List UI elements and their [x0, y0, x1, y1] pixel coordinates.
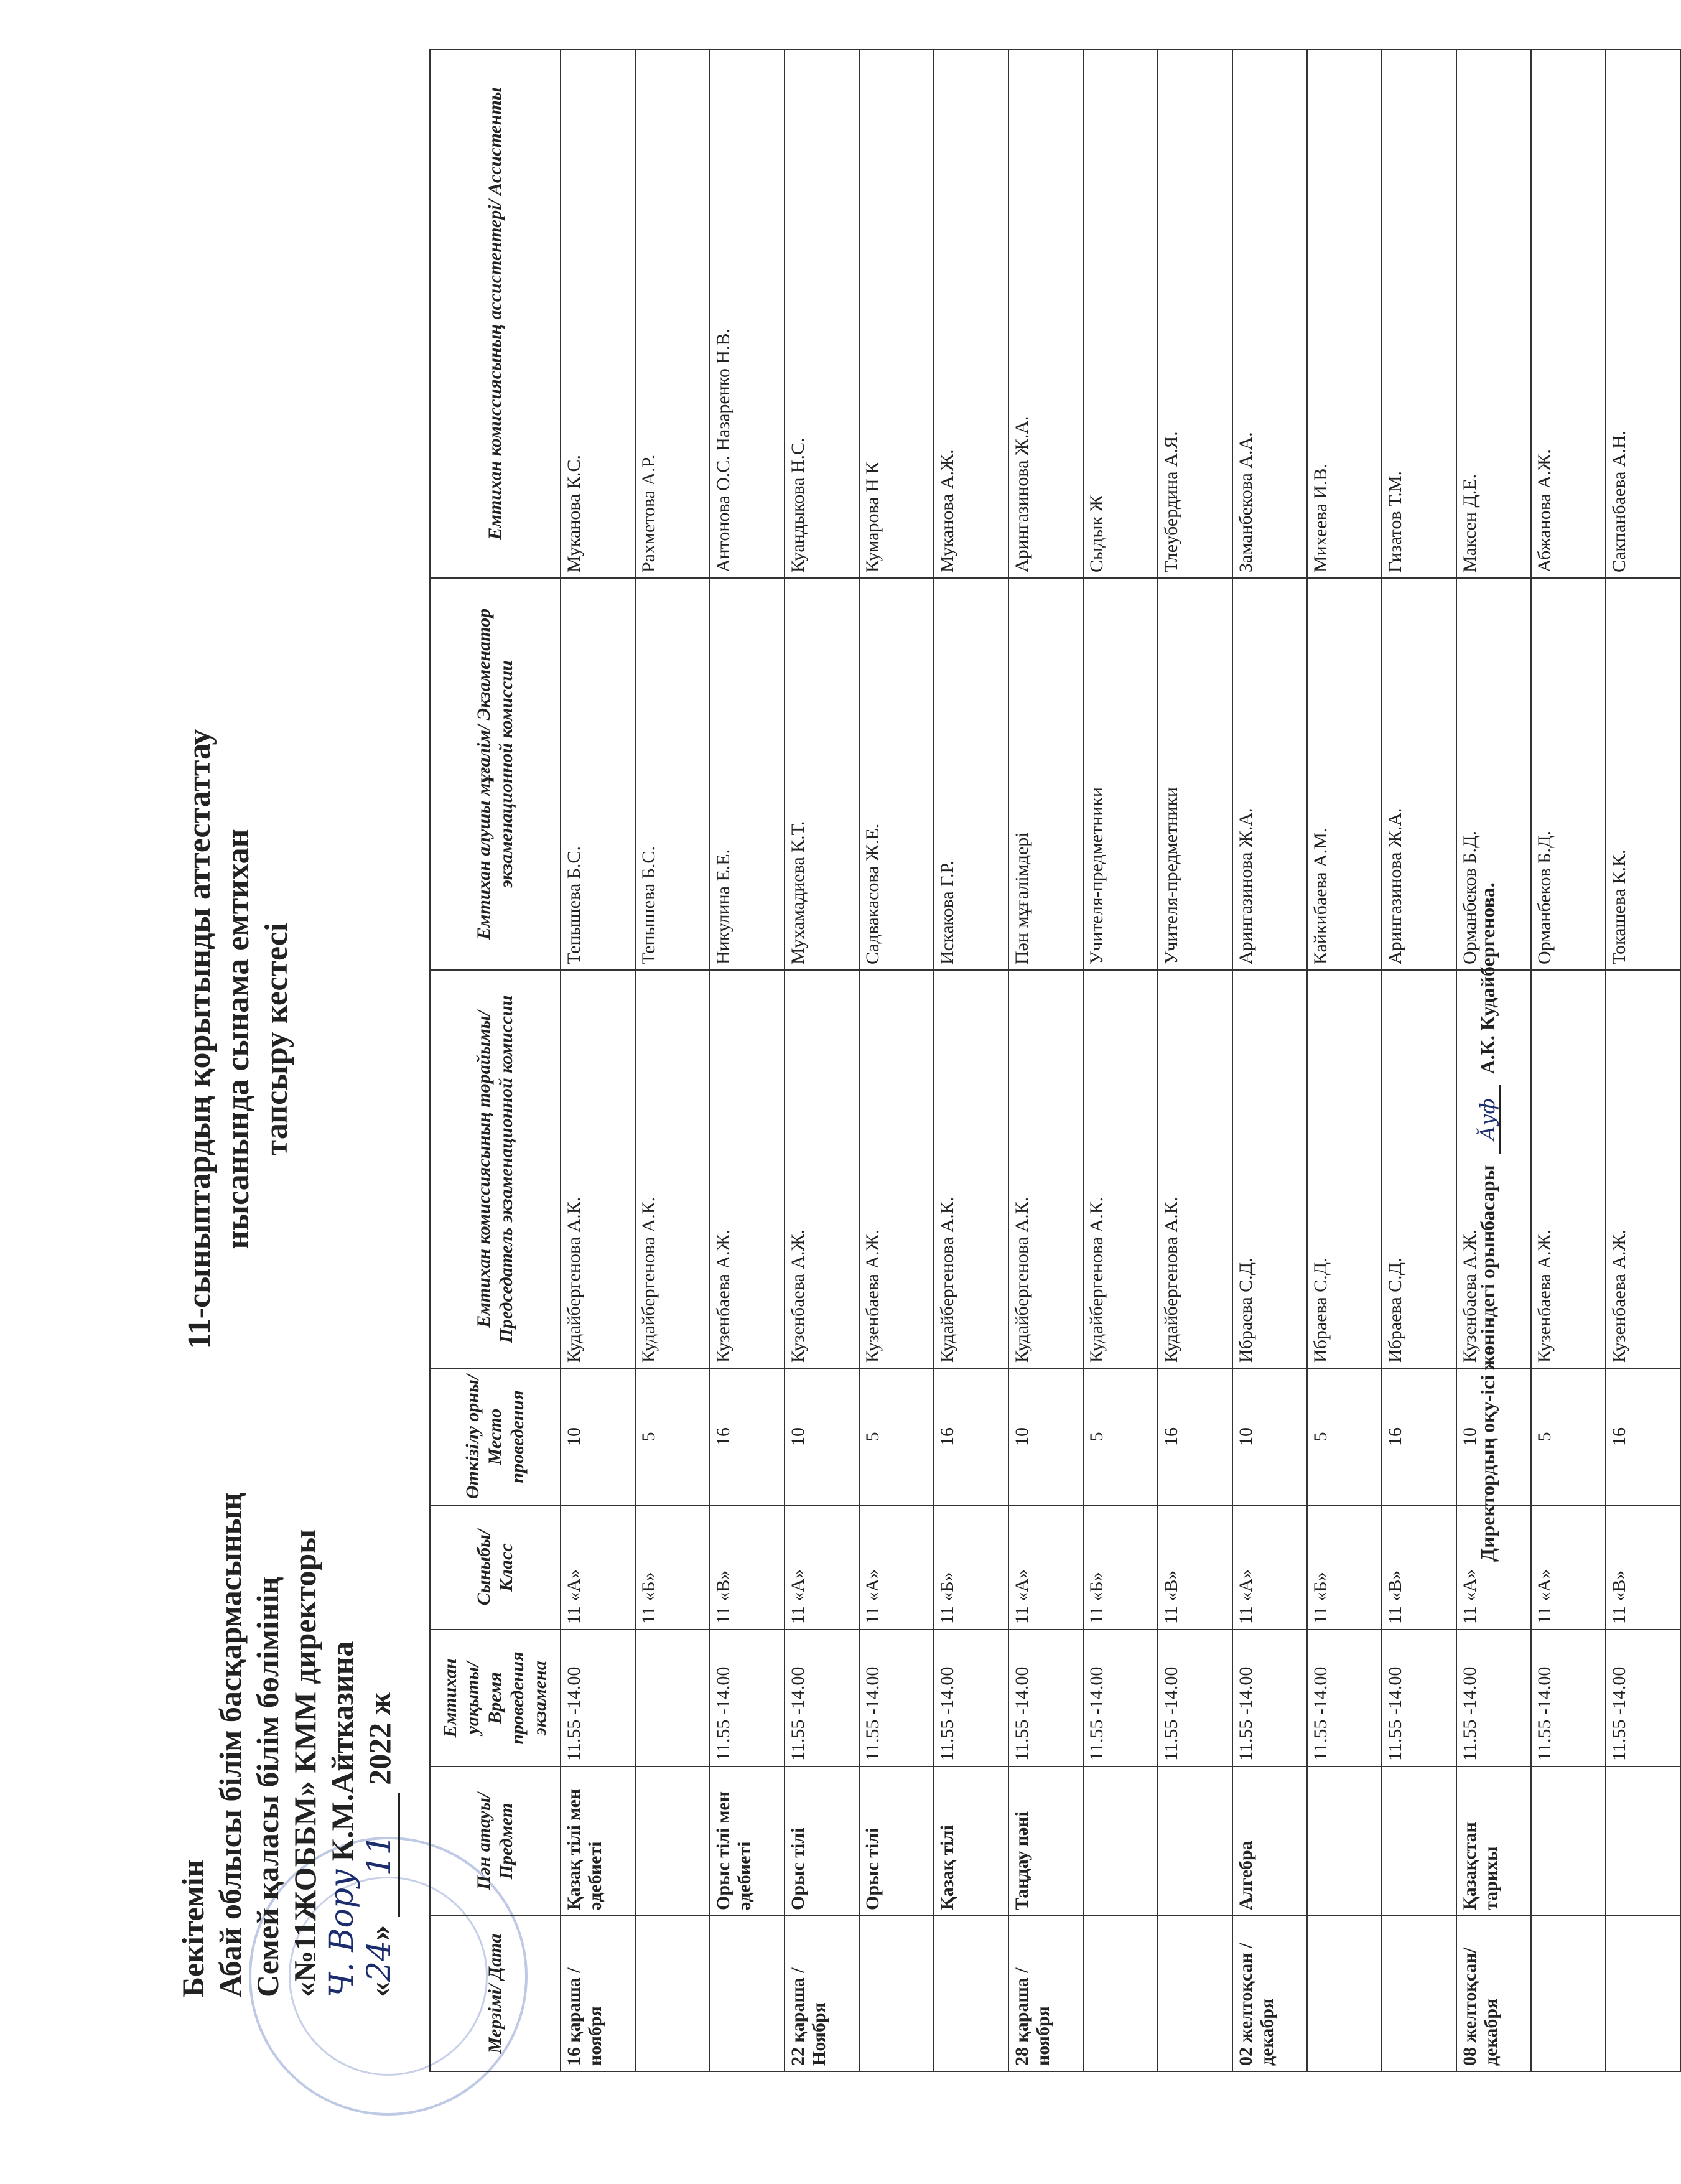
cell-subject: Орыс тілі	[859, 1766, 934, 1916]
table-row	[1158, 49, 1232, 2071]
cell-assistants: Заманбекова А.А.	[1232, 49, 1307, 578]
cell-subject: Қазақ тілі	[934, 1766, 1008, 1916]
cell-chair: Ибраева С.Д.	[1232, 970, 1307, 1368]
cell-date	[1382, 1916, 1456, 2071]
table-row	[1083, 49, 1158, 2071]
cell-chair: Кузенбаева А.Ж.	[1531, 970, 1606, 1368]
cell-place: 5	[1307, 1368, 1382, 1505]
table-row	[934, 49, 1008, 2071]
director-name: К.М.Айтказина	[325, 1641, 360, 1862]
cell-subject: Қазақстан тарихы	[1456, 1766, 1531, 1916]
table-row	[1307, 49, 1382, 2071]
cell-chair: Кузенбаева А.Ж.	[785, 970, 859, 1368]
cell-time: 11.55 -14.00	[859, 1630, 934, 1766]
cell-assistants: Тлеубердина А.Я.	[1158, 49, 1232, 578]
cell-class: 11 «В»	[1606, 1505, 1680, 1630]
table-body	[561, 49, 1680, 2071]
cell-class: 11 «А»	[1531, 1505, 1606, 1630]
header-assistants: Емтихан комиссиясының ассистентері/ Ассистенты	[430, 49, 561, 578]
cell-assistants: Арингазинова Ж.А.	[1008, 49, 1083, 578]
cell-chair: Кудайбергенова А.К.	[1008, 970, 1083, 1368]
cell-chair: Ибраева С.Д.	[1382, 970, 1456, 1368]
cell-place: 5	[1531, 1368, 1606, 1505]
cell-place: 16	[934, 1368, 1008, 1505]
cell-place: 5	[635, 1368, 710, 1505]
cell-time: 11.55 -14.00	[1531, 1630, 1606, 1766]
cell-time: 11.55 -14.00	[934, 1630, 1008, 1766]
cell-examiner: Мухамадиева К.Т.	[785, 578, 859, 970]
cell-place: 5	[1083, 1368, 1158, 1505]
title-line-2: нысанында сынама емтихан	[220, 829, 256, 1249]
cell-date: 02 желтоқсан / декабря	[1232, 1916, 1307, 2071]
header-time: Емтихан уақыты/ Время проведения экзамена	[430, 1630, 561, 1766]
cell-time: 11.55 -14.00	[710, 1630, 785, 1766]
cell-examiner: Токашева К.К.	[1606, 578, 1680, 970]
cell-examiner: Арингазинова Ж.А.	[1382, 578, 1456, 970]
cell-time: 11.55 -14.00	[1008, 1630, 1083, 1766]
approval-month: 11	[361, 1793, 400, 1917]
cell-examiner: Искакова Г.Р.	[934, 578, 1008, 970]
cell-class: 11 «А»	[785, 1505, 859, 1630]
cell-date: 08 желтоқсан/ декабря	[1456, 1916, 1531, 2071]
cell-place: 10	[1232, 1368, 1307, 1505]
cell-date	[1531, 1916, 1606, 2071]
deputy-signature: Ӑуф	[1476, 1085, 1501, 1154]
cell-examiner: Тепышева Б.С.	[561, 578, 635, 970]
approval-year: 2022 ж	[362, 1692, 397, 1785]
cell-place: 10	[561, 1368, 635, 1505]
approval-signature-line	[324, 1493, 361, 1998]
cell-class: 11 «Б»	[934, 1505, 1008, 1630]
cell-class: 11 «Б»	[1083, 1505, 1158, 1630]
director-signature: Ч. Вору	[324, 1869, 361, 1997]
cell-chair: Кузенбаева А.Ж.	[859, 970, 934, 1368]
table-row	[1531, 49, 1606, 2071]
cell-class: 11 «А»	[1008, 1505, 1083, 1630]
cell-subject	[1606, 1766, 1680, 1916]
approval-block	[174, 1493, 400, 1998]
header-place: Өткізілу орны/ Место проведения	[430, 1368, 561, 1505]
cell-time: 11.55 -14.00	[1382, 1630, 1456, 1766]
cell-chair: Кудайбергенова А.К.	[1158, 970, 1232, 1368]
approval-heading: Бекітемін	[175, 1859, 210, 1997]
cell-time: 11.55 -14.00	[1307, 1630, 1382, 1766]
cell-examiner: Садвакасова Ж.Е.	[859, 578, 934, 970]
cell-place: 10	[1008, 1368, 1083, 1505]
title-line-3: тапсыру кестесі	[259, 922, 294, 1156]
cell-assistants: Антонова О.С. Назаренко Н.В.	[710, 49, 785, 578]
header-chair: Емтихан комиссиясының төрайымы/ Председатель экзаменационной комиссии	[430, 970, 561, 1368]
cell-subject	[1531, 1766, 1606, 1916]
cell-examiner: Орманбеков Б.Д.	[1456, 578, 1531, 970]
table-header-row	[430, 49, 561, 2071]
cell-date	[859, 1916, 934, 2071]
cell-subject	[1382, 1766, 1456, 1916]
cell-class: 11 «А»	[561, 1505, 635, 1630]
title-line-1: 11-сыныптардың қорытынды аттестаттау	[182, 729, 217, 1350]
cell-examiner: Тепышева Б.С.	[635, 578, 710, 970]
cell-assistants: Куандыкова Н.С.	[785, 49, 859, 578]
table-row	[561, 49, 635, 2071]
header-examiner: Емтихан алушы мұғалім/ Экзаменатор экзаменационной комиссии	[430, 578, 561, 970]
cell-class: 11 «А»	[859, 1505, 934, 1630]
header-class: Сыныбы/ Класс	[430, 1505, 561, 1630]
cell-date	[934, 1916, 1008, 2071]
cell-time: 11.55 -14.00	[785, 1630, 859, 1766]
header-date: Мерзімі/ Дата	[430, 1916, 561, 2071]
cell-chair: Кузенбаева А.Ж.	[1456, 970, 1531, 1368]
cell-date	[1158, 1916, 1232, 2071]
cell-place: 16	[1382, 1368, 1456, 1505]
cell-date	[635, 1916, 710, 2071]
cell-date	[1083, 1916, 1158, 2071]
cell-subject	[1158, 1766, 1232, 1916]
cell-subject: Алгебра	[1232, 1766, 1307, 1916]
cell-date	[710, 1916, 785, 2071]
cell-subject: Орыс тілі	[785, 1766, 859, 1916]
document-title	[180, 572, 296, 1506]
cell-subject	[1307, 1766, 1382, 1916]
table-row	[710, 49, 785, 2071]
approval-date-line: «24» 11 2022 ж	[361, 1493, 400, 1998]
cell-time: 11.55 -14.00	[1456, 1630, 1531, 1766]
cell-date	[1307, 1916, 1382, 2071]
cell-examiner: Пән мұғалімдері	[1008, 578, 1083, 970]
cell-place: 16	[1606, 1368, 1680, 1505]
cell-class: 11 «В»	[1382, 1505, 1456, 1630]
cell-place: 10	[1456, 1368, 1531, 1505]
cell-assistants: Гизатов Т.М.	[1382, 49, 1456, 578]
cell-examiner: Никулина Е.Е.	[710, 578, 785, 970]
cell-chair: Кудайбергенова А.К.	[635, 970, 710, 1368]
cell-class: 11 «А»	[1456, 1505, 1531, 1630]
cell-class: 11 «Б»	[635, 1505, 710, 1630]
cell-place: 16	[1158, 1368, 1232, 1505]
table-row	[1382, 49, 1456, 2071]
cell-chair: Кудайбергенова А.К.	[561, 970, 635, 1368]
cell-chair: Кузенбаева А.Ж.	[710, 970, 785, 1368]
cell-assistants: Абжанова А.Ж.	[1531, 49, 1606, 578]
cell-examiner: Арингазинова Ж.А.	[1232, 578, 1307, 970]
cell-examiner: Учителя-предметники	[1158, 578, 1232, 970]
cell-examiner: Учителя-предметники	[1083, 578, 1158, 970]
cell-time: 11.55 -14.00	[561, 1630, 635, 1766]
cell-time: 11.55 -14.00	[1158, 1630, 1232, 1766]
cell-subject: Қазақ тілі мен әдебиеті	[561, 1766, 635, 1916]
approval-org-line: Абай облысы білім басқармасының	[213, 1492, 248, 1997]
cell-place: 10	[785, 1368, 859, 1505]
cell-assistants: Кумарова Н К	[859, 49, 934, 578]
deputy-name: А.К. Кудайбергенова.	[1476, 882, 1499, 1075]
cell-subject: Орыс тілі мен әдебиеті	[710, 1766, 785, 1916]
cell-time: 11.55 -14.00	[1232, 1630, 1307, 1766]
cell-assistants: Михеева И.В.	[1307, 49, 1382, 578]
cell-subject	[635, 1766, 710, 1916]
cell-chair: Кудайбергенова А.К.	[1083, 970, 1158, 1368]
table-row	[1008, 49, 1083, 2071]
table-row	[785, 49, 859, 2071]
cell-subject: Таңдау пәні	[1008, 1766, 1083, 1916]
cell-class: 11 «В»	[710, 1505, 785, 1630]
cell-place: 5	[859, 1368, 934, 1505]
cell-time	[635, 1630, 710, 1766]
cell-subject	[1083, 1766, 1158, 1916]
cell-assistants: Сакпанбаева А.Н.	[1606, 49, 1680, 578]
cell-chair: Кудайбергенова А.К.	[934, 970, 1008, 1368]
cell-examiner: Кайкибаева А.М.	[1307, 578, 1382, 970]
cell-place: 16	[710, 1368, 785, 1505]
table-row	[1606, 49, 1680, 2071]
cell-date: 28 қараша / ноября	[1008, 1916, 1083, 2071]
table-row	[635, 49, 710, 2071]
cell-assistants: Сыдык Ж	[1083, 49, 1158, 578]
cell-assistants: Муканова А.Ж.	[934, 49, 1008, 578]
cell-date: 22 қараша / Ноября	[785, 1916, 859, 2071]
header-subject: Пән атауы/ Предмет	[430, 1766, 561, 1916]
approval-dept-line: Семей қаласы білім бөлімінің	[250, 1576, 285, 1997]
footer-label: Директордың оқу-ісі жөніндегі орынбасары	[1476, 1165, 1499, 1562]
cell-chair: Ибраева С.Д.	[1307, 970, 1382, 1368]
cell-chair: Кузенбаева А.Ж.	[1606, 970, 1680, 1368]
cell-class: 11 «А»	[1232, 1505, 1307, 1630]
approval-director-line: «№11ЖОББМ» КММ директоры	[287, 1529, 322, 1997]
cell-assistants: Муканова К.С.	[561, 49, 635, 578]
table-row	[859, 49, 934, 2071]
cell-time: 11.55 -14.00	[1606, 1630, 1680, 1766]
cell-examiner: Орманбеков Б.Д.	[1531, 578, 1606, 970]
cell-class: 11 «В»	[1158, 1505, 1232, 1630]
footer-signature-line	[1476, 882, 1501, 1562]
cell-date: 16 қараша / ноября	[561, 1916, 635, 2071]
table-row	[1232, 49, 1307, 2071]
cell-class: 11 «Б»	[1307, 1505, 1382, 1630]
cell-assistants: Максен Д.Е.	[1456, 49, 1531, 578]
approval-day: 24	[361, 1940, 398, 1982]
cell-assistants: Рахметова А.Р.	[635, 49, 710, 578]
cell-date	[1606, 1916, 1680, 2071]
cell-time: 11.55 -14.00	[1083, 1630, 1158, 1766]
